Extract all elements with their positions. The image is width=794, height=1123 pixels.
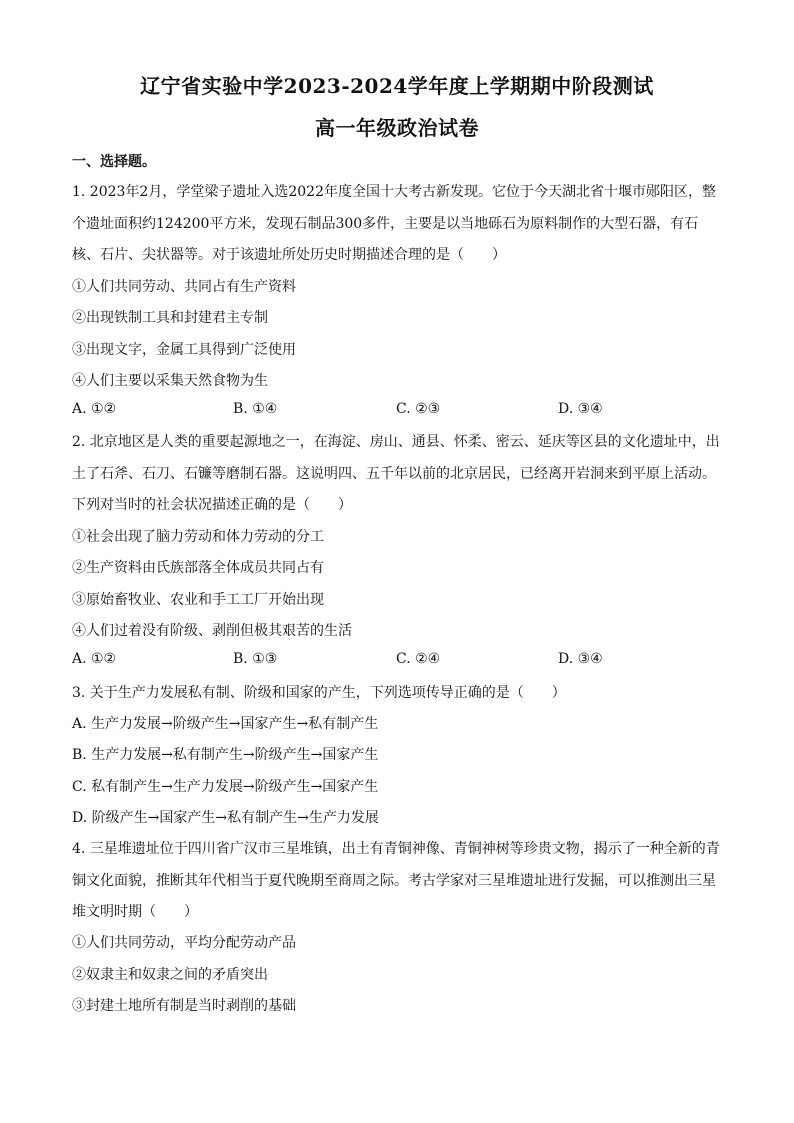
section-heading: 一、选择题。 [72,154,156,170]
q2-stem-line: 土了石斧、石刀、石镰等磨制石器。这说明四、五千年以前的北京居民，已经离开岩洞来到平原上活动。 [72,466,716,482]
q4-stem-line: 铜文化面貌，推断其年代相当于夏代晚期至商周之际。考古学家对三星堆遗址进行发掘，可以推测出三星 [72,873,716,889]
q2-stem-line: 下列对当时的社会状况描述正确的是（ ） [72,497,352,513]
q1-stem-line: 个遗址面积约124200平方米，发现石制品300多件，主要是以当地砾石为原料制作的大型石器，有石 [72,216,699,232]
q4-statement: ②奴隶主和奴隶之间的矛盾突出 [72,967,268,983]
q2-stem-line: 2. 北京地区是人类的重要起源地之一，在海淀、房山、通县、怀柔、密云、延庆等区县的文化遗址中，出 [72,434,720,450]
q4-stem-line: 4. 三星堆遗址位于四川省广汉市三星堆镇，出土有青铜神像、青铜神树等珍贵文物，揭示了一种全新的青 [72,841,720,857]
q1-statement: ②出现铁制工具和封建君主专制 [72,310,268,326]
exam-subtitle: 高一年级政治试卷 [315,116,479,140]
q1-option-c: C. ②③ [396,401,441,417]
q1-option-a: A. ①② [72,401,117,417]
q1-statement: ③出现文字，金属工具得到广泛使用 [72,342,296,358]
q2-option-c: C. ②④ [396,651,441,667]
q1-stem-line: 1. 2023年2月，学堂梁子遗址入选2022年度全国十大考古新发现。它位于今天湖北省十堰市郧阳区，整 [72,184,716,200]
q4-statement: ③封建土地所有制是当时剥削的基础 [72,998,296,1014]
q2-option-d: D. ③④ [558,651,603,667]
q3-choice-a: A. 生产力发展→阶级产生→国家产生→私有制产生 [72,716,379,732]
q3-choice-d: D. 阶级产生→国家产生→私有制产生→生产力发展 [72,810,379,826]
q1-statement: ④人们主要以采集天然食物为生 [72,373,268,389]
q2-statement: ②生产资料由氏族部落全体成员共同占有 [72,560,324,576]
q3-choice-b: B. 生产力发展→私有制产生→阶级产生→国家产生 [72,747,379,763]
q2-option-a: A. ①② [72,651,117,667]
q1-statement: ①人们共同劳动、共同占有生产资料 [72,279,296,295]
q4-statement: ①人们共同劳动，平均分配劳动产品 [72,935,296,951]
q1-option-d: D. ③④ [558,401,603,417]
q1-option-b: B. ①④ [233,401,278,417]
q3-stem-line: 3. 关于生产力发展私有制、阶级和国家的产生，下列选项传导正确的是（ ） [72,685,566,701]
q1-stem-line: 核、石片、尖状器等。对于该遗址所处历史时期描述合理的是（ ） [72,247,506,263]
q2-statement: ④人们过着没有阶级、剥削但极其艰苦的生活 [72,623,352,639]
q2-statement: ①社会出现了脑力劳动和体力劳动的分工 [72,529,324,545]
exam-title: 辽宁省实验中学2023-2024学年度上学期期中阶段测试 [140,74,654,98]
q3-choice-c: C. 私有制产生→生产力发展→阶级产生→国家产生 [72,779,379,795]
q2-option-b: B. ①③ [233,651,278,667]
q2-statement: ③原始畜牧业、农业和手工工厂开始出现 [72,592,324,608]
q4-stem-line: 堆文明时期（ ） [72,904,198,920]
